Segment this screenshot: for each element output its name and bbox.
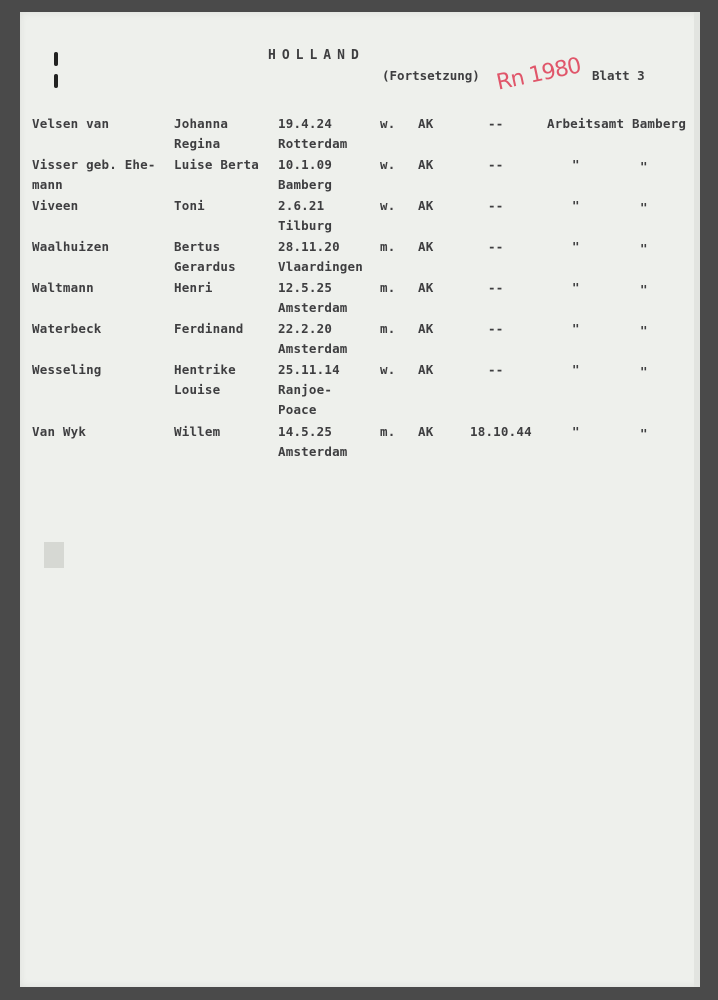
- surname-cell: mann: [32, 177, 63, 192]
- birth-cell: 22.2.20: [278, 321, 333, 336]
- birth-cell: Vlaardingen: [278, 259, 363, 274]
- code-cell: AK: [418, 116, 434, 131]
- code-cell: AK: [418, 157, 434, 172]
- office-ditto-cell: ": [572, 424, 580, 439]
- sex-cell: m.: [380, 424, 396, 439]
- given-name-cell: Johanna: [174, 116, 229, 131]
- office-ditto-cell: ": [640, 159, 648, 174]
- sex-cell: w.: [380, 198, 396, 213]
- office-ditto-cell: ": [572, 198, 580, 213]
- sex-cell: w.: [380, 157, 396, 172]
- surname-cell: Wesseling: [32, 362, 102, 377]
- sex-cell: m.: [380, 321, 396, 336]
- sex-cell: w.: [380, 116, 396, 131]
- date-cell: 18.10.44: [470, 424, 532, 439]
- birth-cell: Ranjoe-: [278, 382, 333, 397]
- sheet-number: Blatt 3: [592, 68, 645, 83]
- birth-cell: Rotterdam: [278, 136, 348, 151]
- office-ditto-cell: ": [640, 200, 648, 215]
- given-name-cell: Bertus: [174, 239, 221, 254]
- given-name-cell: Hentrike: [174, 362, 236, 377]
- surname-cell: Waalhuizen: [32, 239, 110, 254]
- sex-cell: w.: [380, 362, 396, 377]
- surname-cell: Viveen: [32, 198, 79, 213]
- office-ditto-cell: ": [572, 321, 580, 336]
- page-title: HOLLAND: [268, 48, 365, 63]
- code-cell: AK: [418, 321, 434, 336]
- birth-cell: Amsterdam: [278, 300, 348, 315]
- birth-cell: 19.4.24: [278, 116, 333, 131]
- code-cell: AK: [418, 198, 434, 213]
- date-cell: --: [488, 239, 504, 254]
- office-ditto-cell: ": [640, 282, 648, 297]
- given-name-cell: Gerardus: [174, 259, 236, 274]
- given-name-cell: Regina: [174, 136, 221, 151]
- given-name-cell: Louise: [174, 382, 221, 397]
- office-cell: Arbeitsamt Bamberg: [547, 116, 687, 131]
- code-cell: AK: [418, 424, 434, 439]
- surname-cell: Waterbeck: [32, 321, 102, 336]
- date-cell: --: [488, 198, 504, 213]
- given-name-cell: Willem: [174, 424, 221, 439]
- given-name-cell: Toni: [174, 198, 205, 213]
- birth-cell: 10.1.09: [278, 157, 333, 172]
- code-cell: AK: [418, 239, 434, 254]
- date-cell: --: [488, 362, 504, 377]
- birth-cell: Poace: [278, 402, 317, 417]
- date-cell: --: [488, 280, 504, 295]
- office-ditto-cell: ": [572, 157, 580, 172]
- given-name-cell: Luise Berta: [174, 157, 259, 172]
- birth-cell: 28.11.20: [278, 239, 340, 254]
- office-ditto-cell: ": [640, 323, 648, 338]
- punch-hole-mark: [54, 52, 58, 66]
- office-ditto-cell: ": [572, 362, 580, 377]
- office-ditto-cell: ": [640, 426, 648, 441]
- birth-cell: 25.11.14: [278, 362, 340, 377]
- given-name-cell: Henri: [174, 280, 213, 295]
- code-cell: AK: [418, 280, 434, 295]
- document-page: [20, 12, 700, 987]
- office-ditto-cell: ": [640, 364, 648, 379]
- office-ditto-cell: ": [572, 239, 580, 254]
- given-name-cell: Ferdinand: [174, 321, 244, 336]
- sex-cell: m.: [380, 239, 396, 254]
- birth-cell: 2.6.21: [278, 198, 325, 213]
- surname-cell: Visser geb. Ehe-: [32, 157, 156, 172]
- birth-cell: Tilburg: [278, 218, 333, 233]
- office-ditto-cell: ": [640, 241, 648, 256]
- code-cell: AK: [418, 362, 434, 377]
- date-cell: --: [488, 321, 504, 336]
- surname-cell: Van Wyk: [32, 424, 87, 439]
- birth-cell: 14.5.25: [278, 424, 333, 439]
- sex-cell: m.: [380, 280, 396, 295]
- handwritten-note: Rn 1980: [494, 53, 583, 96]
- birth-cell: Amsterdam: [278, 341, 348, 356]
- surname-cell: Velsen van: [32, 116, 110, 131]
- surname-cell: Waltmann: [32, 280, 94, 295]
- birth-cell: Amsterdam: [278, 444, 348, 459]
- date-cell: --: [488, 157, 504, 172]
- birth-cell: 12.5.25: [278, 280, 333, 295]
- date-cell: --: [488, 116, 504, 131]
- birth-cell: Bamberg: [278, 177, 333, 192]
- punch-hole-mark: [54, 74, 58, 88]
- paper-smudge: [44, 542, 64, 568]
- office-ditto-cell: ": [572, 280, 580, 295]
- continuation-label: (Fortsetzung): [382, 68, 480, 83]
